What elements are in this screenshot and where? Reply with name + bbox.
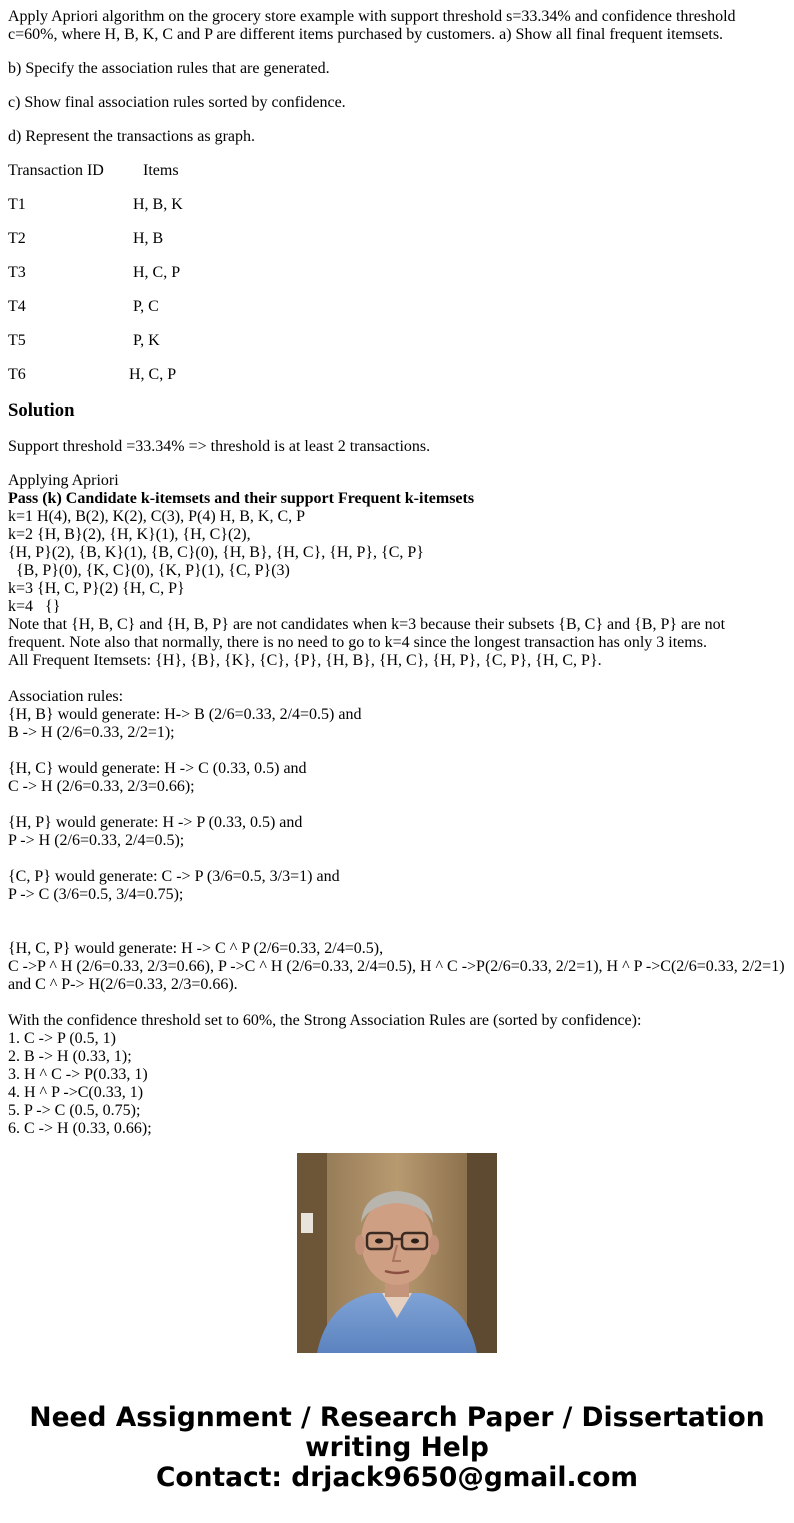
pass-line: k=2 {H, B}(2), {H, K}(1), {H, C}(2), bbox=[8, 526, 251, 543]
transaction-row bbox=[8, 196, 786, 214]
strong-rule: 5. P -> C (0.5, 0.75); bbox=[8, 1102, 141, 1119]
transaction-items: H, B, K bbox=[133, 196, 183, 213]
transaction-row bbox=[8, 230, 786, 248]
transaction-items: P, K bbox=[133, 332, 160, 349]
transaction-items: H, C, P bbox=[129, 366, 177, 383]
strong-rule: 3. H ^ C -> P(0.33, 1) bbox=[8, 1066, 148, 1083]
transaction-id: T2 bbox=[8, 230, 26, 247]
footer-banner bbox=[0, 1403, 794, 1493]
header-transaction-id: Transaction ID bbox=[8, 162, 104, 179]
strong-rule: 6. C -> H (0.33, 0.66); bbox=[8, 1120, 152, 1137]
hcp-rule-line: C ->P ^ H (2/6=0.33, 2/3=0.66), P ->C ^ H (2/6=0.33, 2/4=0.5), H ^ C ->P(2/6=0.33, 2/2=1), H ^ P ->C(2/6=0.33, 2/2=1) bbox=[8, 958, 785, 975]
question-part-d: d) Represent the transactions as graph. bbox=[8, 128, 256, 145]
footer-line-2: writing Help bbox=[305, 1432, 489, 1463]
question-intro: Apply Apriori algorithm on the grocery store example with support threshold s=33.34% and confidence threshold c=60%, where H, B, K, C and P are different items purchased by customers. a) Show all final frequent itemsets. bbox=[8, 8, 736, 43]
question-part-c: c) Show final association rules sorted by confidence. bbox=[8, 94, 346, 111]
rule-line: {H, C} would generate: H -> C (0.33, 0.5) and bbox=[8, 760, 307, 777]
footer-contact: Contact: drjack9650@gmail.com bbox=[155, 1462, 639, 1493]
all-frequent-itemsets: All Frequent Itemsets: {H}, {B}, {K}, {C}, {P}, {H, B}, {H, C}, {H, P}, {C, P}, {H, C, P}. bbox=[8, 652, 602, 669]
rule-line: {C, P} would generate: C -> P (3/6=0.5, 3/3=1) and bbox=[8, 868, 340, 885]
transaction-id: T1 bbox=[8, 196, 26, 213]
pass-line: {B, P}(0), {K, C}(0), {K, P}(1), {C, P}(3) bbox=[8, 562, 290, 579]
transaction-table-header bbox=[8, 162, 786, 180]
rule-line: C -> H (2/6=0.33, 2/3=0.66); bbox=[8, 778, 195, 795]
transaction-row bbox=[8, 264, 786, 282]
support-threshold-text: Support threshold =33.34% => threshold is at least 2 transactions. bbox=[8, 438, 431, 455]
transaction-id: T4 bbox=[8, 298, 26, 315]
transaction-id: T6 bbox=[8, 366, 26, 383]
rule-line: P -> C (3/6=0.5, 3/4=0.75); bbox=[8, 886, 184, 903]
strong-rule: 1. C -> P (0.5, 1) bbox=[8, 1030, 116, 1047]
hcp-rule-line: and C ^ P-> H(2/6=0.33, 2/3=0.66). bbox=[8, 976, 238, 993]
association-rules-heading: Association rules: bbox=[8, 688, 124, 705]
rule-line: B -> H (2/6=0.33, 2/2=1); bbox=[8, 724, 175, 741]
pass-line: k=4 {} bbox=[8, 598, 61, 615]
pass-line: {H, P}(2), {B, K}(1), {B, C}(0), {H, B}, {H, C}, {H, P}, {C, P} bbox=[8, 544, 424, 561]
hcp-rule-line: {H, C, P} would generate: H -> C ^ P (2/6=0.33, 2/4=0.5), bbox=[8, 940, 384, 957]
question-part-b: b) Specify the association rules that are generated. bbox=[8, 60, 330, 77]
solution-heading: Solution bbox=[8, 400, 75, 421]
strong-rule: 2. B -> H (0.33, 1); bbox=[8, 1048, 132, 1065]
applying-apriori-text: Applying Apriori bbox=[8, 472, 119, 489]
pass-table-header: Pass (k) Candidate k-itemsets and their support Frequent k-itemsets bbox=[8, 490, 475, 507]
transaction-row bbox=[8, 298, 786, 316]
transaction-id: T5 bbox=[8, 332, 26, 349]
transaction-items: H, B bbox=[133, 230, 164, 247]
transaction-row bbox=[8, 366, 786, 384]
rule-line: {H, P} would generate: H -> P (0.33, 0.5) and bbox=[8, 814, 303, 831]
strong-rules-intro: With the confidence threshold set to 60%, the Strong Association Rules are (sorted by confidence): bbox=[8, 1012, 642, 1029]
transaction-id: T3 bbox=[8, 264, 26, 281]
strong-rule: 4. H ^ P ->C(0.33, 1) bbox=[8, 1084, 144, 1101]
rule-line: P -> H (2/6=0.33, 2/4=0.5); bbox=[8, 832, 185, 849]
transaction-items: H, C, P bbox=[133, 264, 181, 281]
transaction-items: P, C bbox=[133, 298, 159, 315]
avatar bbox=[297, 1153, 497, 1353]
pass-line: k=1 H(4), B(2), K(2), C(3), P(4) H, B, K, C, P bbox=[8, 508, 306, 525]
header-items: Items bbox=[143, 162, 179, 179]
footer-line-1: Need Assignment / Research Paper / Dissertation bbox=[29, 1402, 765, 1433]
pass-line: k=3 {H, C, P}(2) {H, C, P} bbox=[8, 580, 185, 597]
note-text: Note that {H, B, C} and {H, B, P} are not candidates when k=3 because their subsets {B, C} and {B, P} are not frequent. Note also that normally, there is no need to go to k=4 since the longest transaction has only 3 items. bbox=[8, 616, 726, 651]
rule-line: {H, B} would generate: H-> B (2/6=0.33, 2/4=0.5) and bbox=[8, 706, 362, 723]
transaction-row bbox=[8, 332, 786, 350]
person-portrait-icon bbox=[297, 1153, 497, 1353]
